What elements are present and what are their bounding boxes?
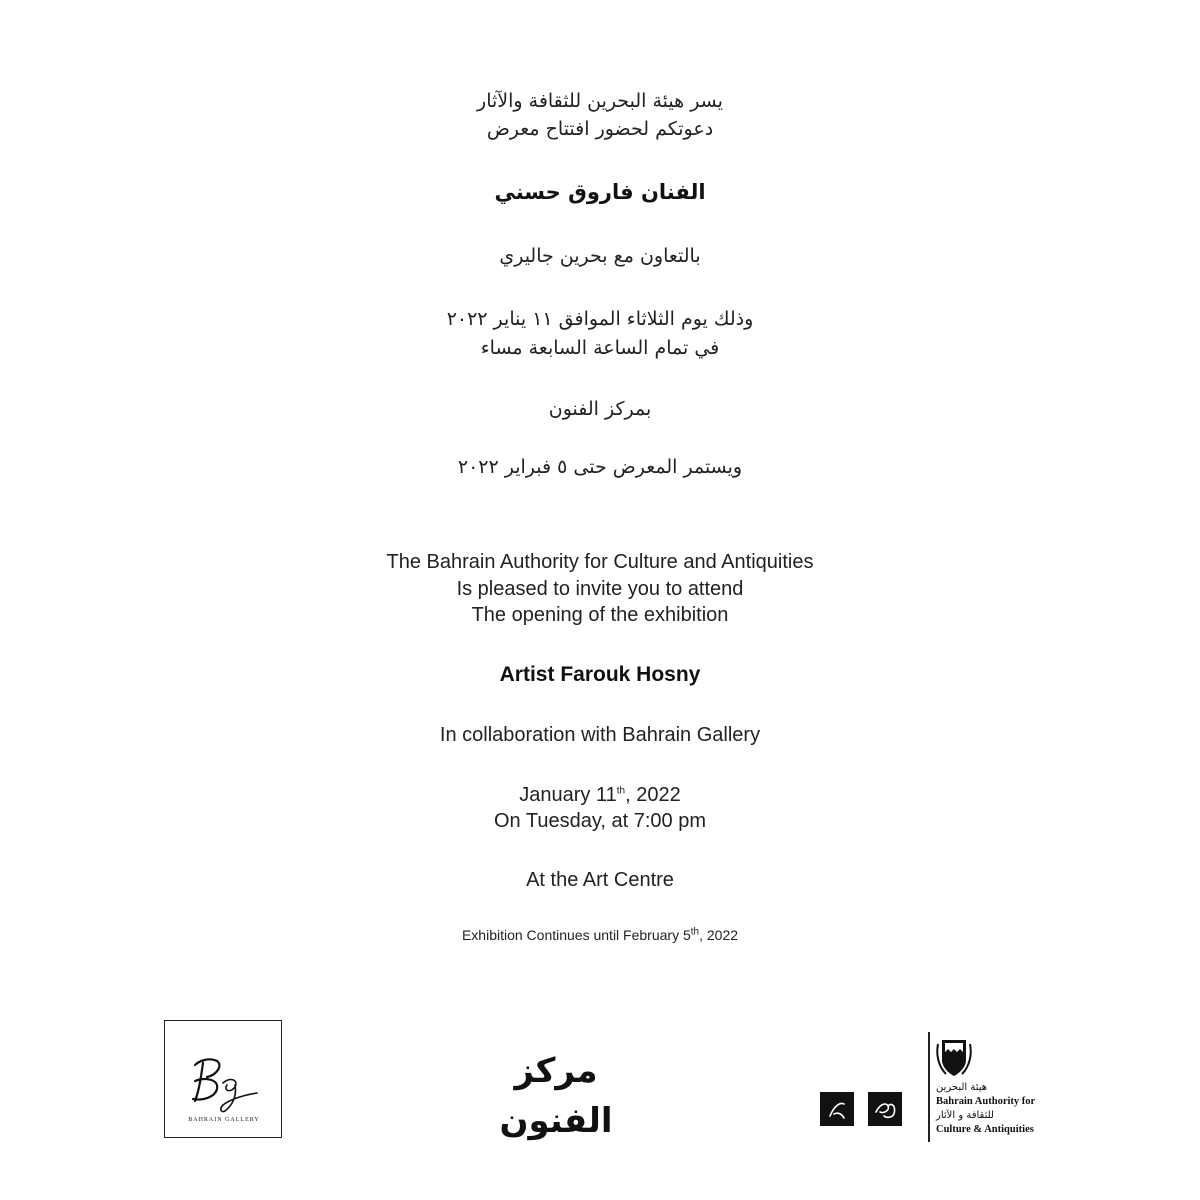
english-until-year: , 2022	[699, 927, 739, 943]
english-until-suffix: th	[690, 926, 700, 938]
english-date-year: , 2022	[625, 784, 681, 806]
english-artist-name: Artist Farouk Hosny	[499, 663, 701, 686]
arabic-exhibition-until: ويستمر المعرض حتى ٥ فبراير ٢٠٢٢	[457, 456, 743, 478]
english-intro-line-3: The opening of the exhibition	[471, 604, 729, 626]
baca-english-line-2: Culture & Antiquities	[936, 1124, 1034, 1135]
art-centre-logo	[496, 1022, 616, 1152]
baca-arabic-line-1: هيئة البحرين	[936, 1082, 988, 1093]
art-centre-calligraphy-icon	[496, 1022, 616, 1152]
bahrain-emblem-icon	[936, 1034, 972, 1078]
english-exhibition-until	[0, 927, 1200, 943]
arabic-date: وذلك يوم الثلاثاء الموافق ١١ يناير ٢٠٢٢	[446, 308, 754, 330]
arabic-intro-line-2: دعوتكم لحضور افتتاح معرض	[486, 118, 714, 140]
english-date-main: January 11	[519, 784, 617, 806]
small-black-logo-2	[868, 1092, 902, 1126]
english-until-main: Exhibition Continues until February 5	[461, 927, 691, 943]
english-date-suffix: th	[616, 785, 626, 797]
baca-english-line-1: Bahrain Authority for	[936, 1096, 1036, 1107]
baca-arabic-line-2: للثقافة و الآثار	[936, 1110, 994, 1121]
bahrain-gallery-logo	[164, 1020, 282, 1138]
english-venue: At the Art Centre	[526, 869, 674, 891]
art-centre-logo-line-2: الفنون	[499, 1101, 613, 1141]
art-centre-logo-line-1: مركز	[514, 1051, 598, 1091]
bahrain-gallery-caption: BAHRAIN GALLERY	[188, 1117, 260, 1123]
arabic-time: في تمام الساعة السابعة مساء	[480, 337, 720, 359]
arabic-venue: بمركز الفنون	[548, 398, 652, 420]
calligraphy-mark-icon	[820, 1092, 854, 1126]
baca-divider	[928, 1032, 930, 1142]
calligraphy-mark-icon	[868, 1092, 902, 1126]
english-date	[0, 784, 1200, 807]
arabic-artist-name: الفنان فاروق حسني	[494, 180, 706, 204]
arabic-collaboration: بالتعاون مع بحرين جاليري	[499, 245, 701, 267]
small-black-logo-1	[820, 1092, 854, 1126]
english-intro-line-1: The Bahrain Authority for Culture and Antiquities	[386, 551, 814, 573]
english-intro-line-2: Is pleased to invite you to attend	[456, 578, 744, 600]
arabic-intro-line-1: يسر هيئة البحرين للثقافة والآثار	[477, 90, 723, 112]
english-collaboration: In collaboration with Bahrain Gallery	[439, 724, 761, 746]
english-time: On Tuesday, at 7:00 pm	[494, 810, 706, 832]
